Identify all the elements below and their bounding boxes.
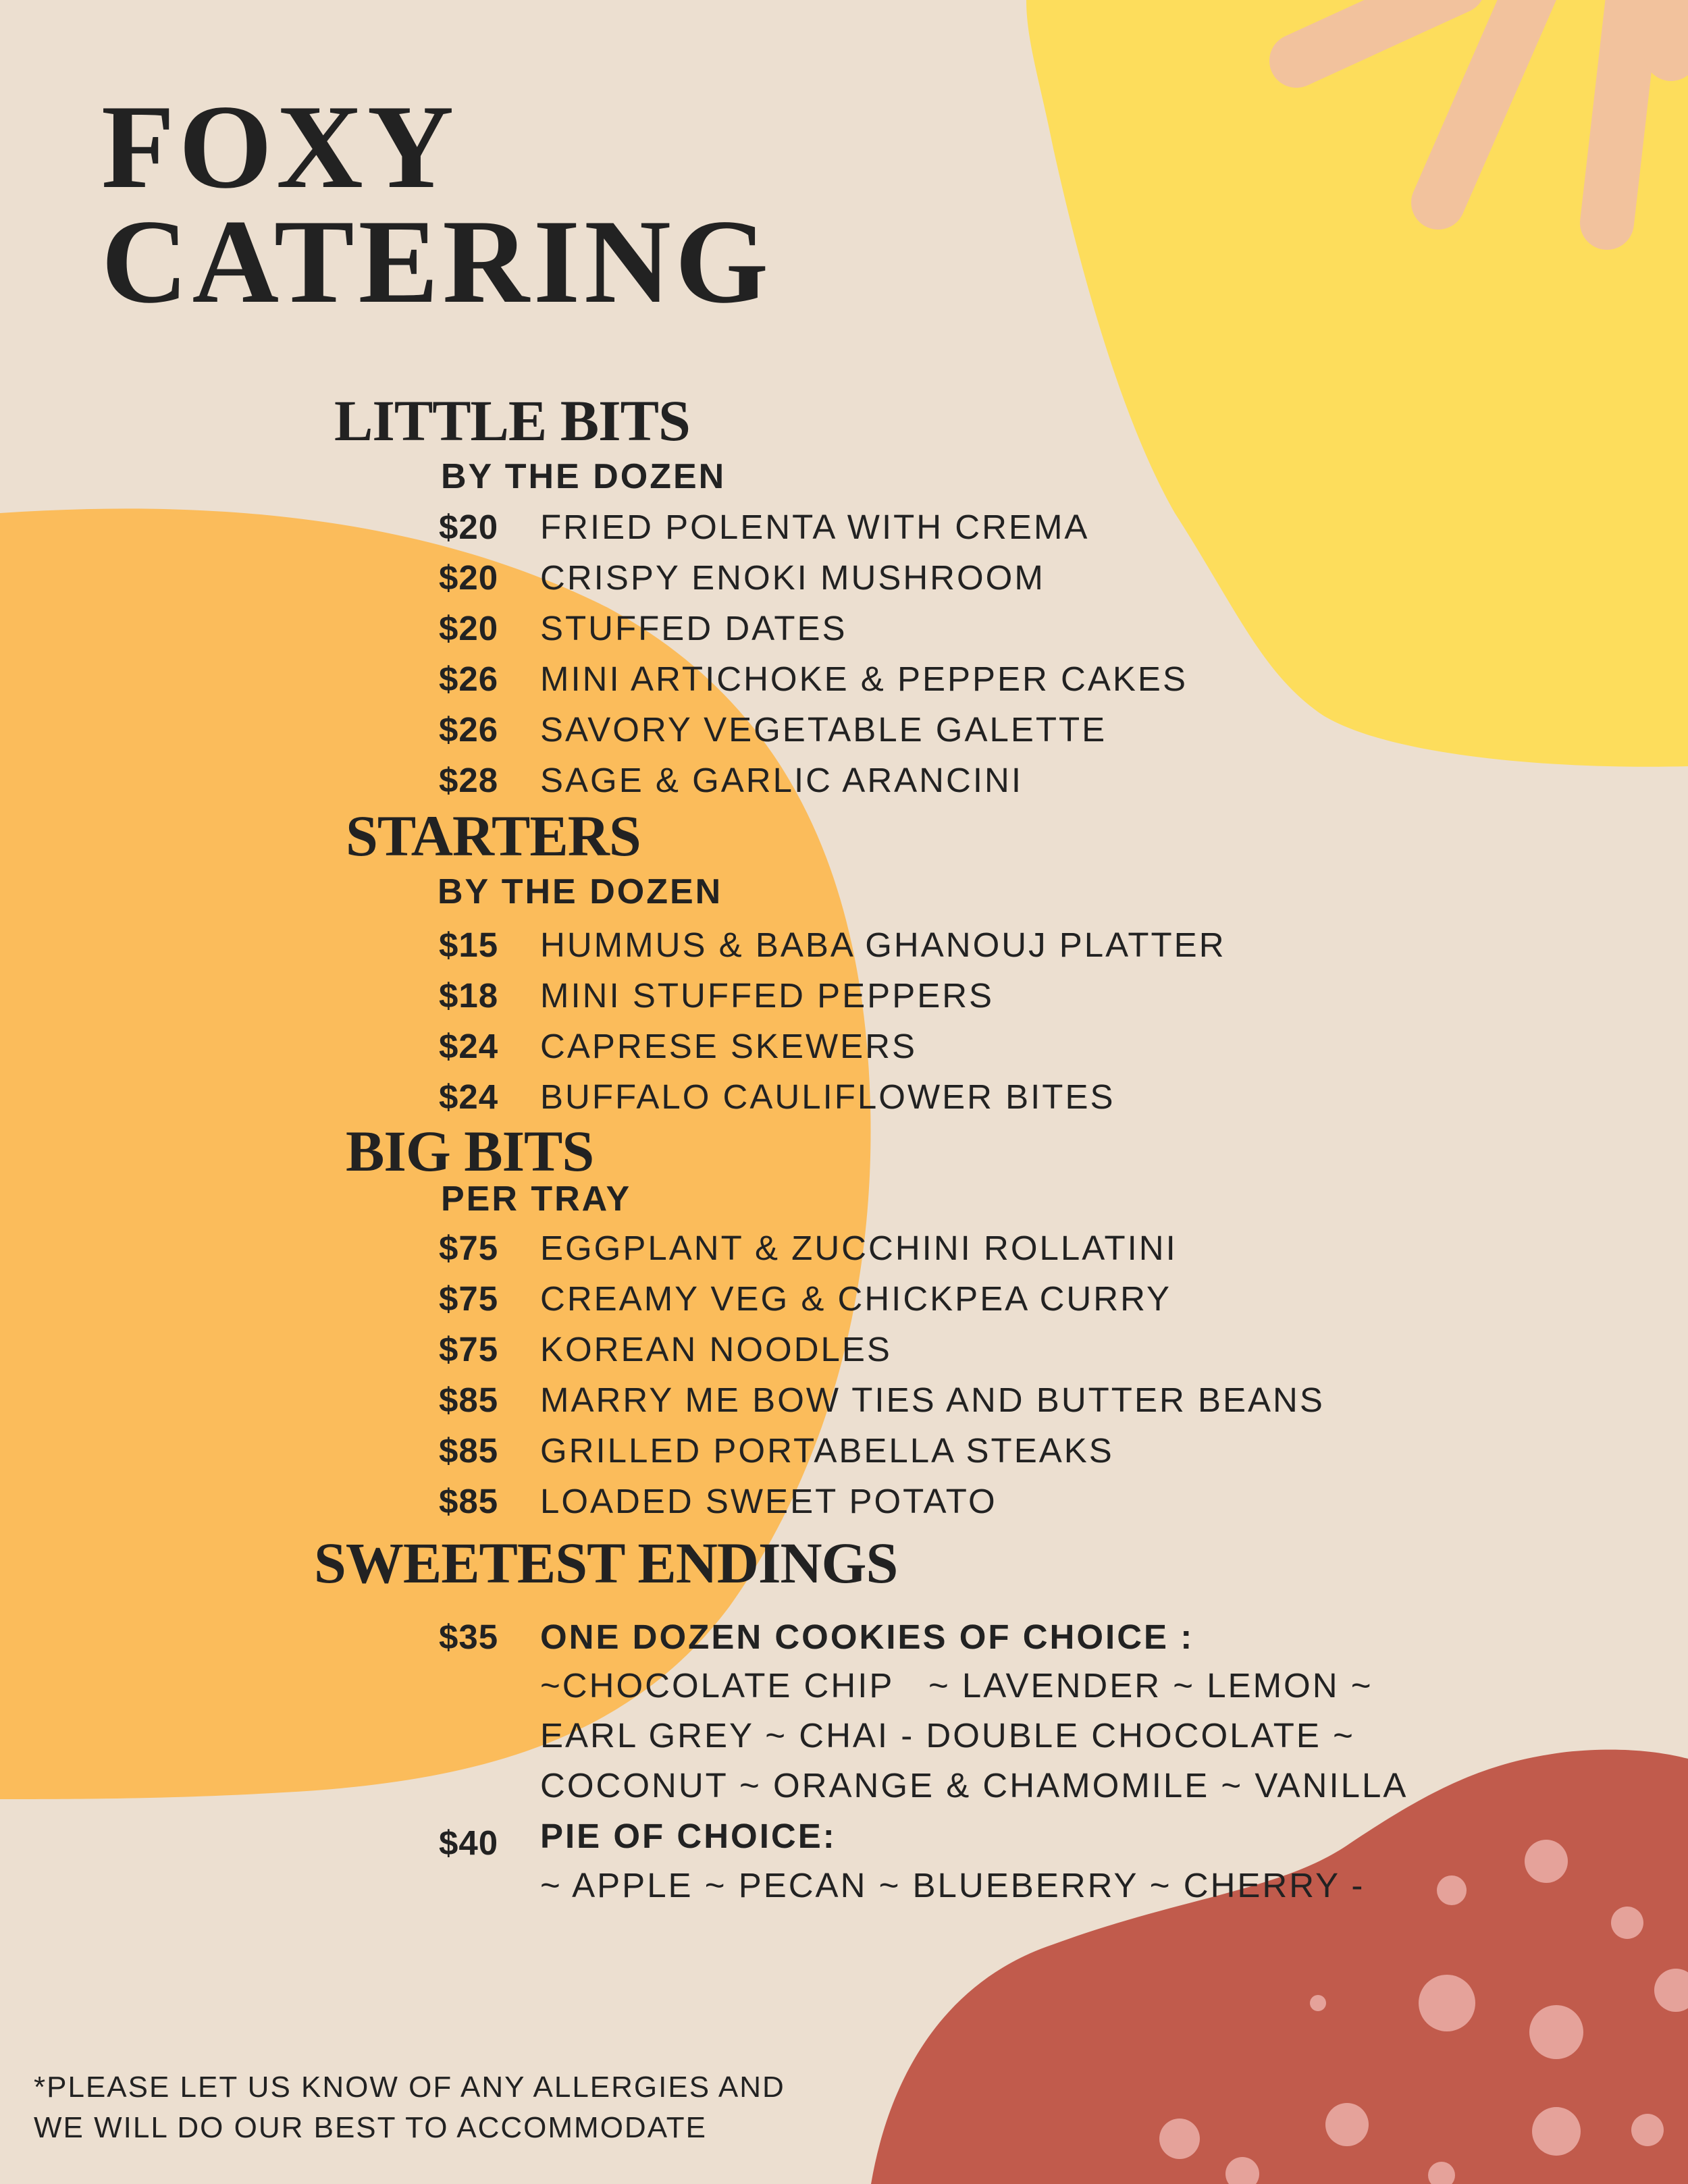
menu-item <box>439 704 1107 754</box>
menu-item <box>439 603 847 653</box>
item-name: BUFFALO CAULIFLOWER BITES <box>540 1077 1115 1116</box>
item-name: SAVORY VEGETABLE GALETTE <box>540 710 1107 749</box>
menu-item <box>439 1071 1115 1121</box>
item-price: $85 <box>439 1481 499 1520</box>
menu-item-pie <box>439 1811 837 1861</box>
item-name: KOREAN NOODLES <box>540 1329 892 1368</box>
cookie-options-line: EARL GREY ~ CHAI - DOUBLE CHOCOLATE ~ <box>540 1716 1355 1755</box>
menu-item <box>439 1476 997 1526</box>
item-name: LOADED SWEET POTATO <box>540 1481 997 1520</box>
item-name: FRIED POLENTA WITH CREMA <box>540 507 1090 546</box>
section-title-little-bits: LITTLE BITS <box>334 388 690 453</box>
item-price: $24 <box>439 1077 499 1116</box>
item-name: MINI STUFFED PEPPERS <box>540 976 995 1015</box>
item-price: $85 <box>439 1380 499 1419</box>
menu-item <box>439 1324 892 1374</box>
item-price: $75 <box>439 1329 499 1368</box>
item-name: HUMMUS & BABA GHANOUJ PLATTER <box>540 925 1226 964</box>
item-price: $26 <box>439 659 499 698</box>
item-price: $20 <box>439 608 499 647</box>
item-price: $20 <box>439 507 499 546</box>
item-price: $28 <box>439 760 499 799</box>
pie-options-line: ~ APPLE ~ PECAN ~ BLUEBERRY ~ CHERRY - <box>540 1866 1365 1905</box>
allergy-note-line-1: *PLEASE LET US KNOW OF ANY ALLERGIES AND <box>34 2071 785 2104</box>
item-price: $75 <box>439 1279 499 1318</box>
item-price: $26 <box>439 710 499 749</box>
section-title-big-bits: BIG BITS <box>346 1119 594 1183</box>
item-price: $35 <box>439 1617 499 1656</box>
item-name: ONE DOZEN COOKIES OF CHOICE : <box>540 1617 1194 1656</box>
item-name: PIE OF CHOICE: <box>540 1816 837 1855</box>
item-name: CREAMY VEG & CHICKPEA CURRY <box>540 1279 1172 1318</box>
item-price: $40 <box>439 1823 499 1862</box>
item-name: EGGPLANT & ZUCCHINI ROLLATINI <box>540 1228 1178 1267</box>
item-price: $85 <box>439 1431 499 1470</box>
item-name: MARRY ME BOW TIES AND BUTTER BEANS <box>540 1380 1325 1419</box>
menu-item <box>439 1223 1178 1273</box>
menu-item <box>439 920 1226 969</box>
title-line-1: FOXY <box>101 80 458 213</box>
item-name: CAPRESE SKEWERS <box>540 1026 917 1065</box>
section-subtitle-starters: BY THE DOZEN <box>438 872 723 911</box>
section-title-starters: STARTERS <box>346 803 641 868</box>
item-name: GRILLED PORTABELLA STEAKS <box>540 1431 1114 1470</box>
item-name: MINI ARTICHOKE & PEPPER CAKES <box>540 659 1188 698</box>
title-line-2: CATERING <box>101 194 773 328</box>
item-name: SAGE & GARLIC ARANCINI <box>540 760 1024 799</box>
item-price: $18 <box>439 976 499 1015</box>
item-name: STUFFED DATES <box>540 608 847 647</box>
menu-item-cookies <box>439 1612 1194 1661</box>
item-price: $75 <box>439 1228 499 1267</box>
menu-item <box>439 552 1045 602</box>
menu-item <box>439 502 1089 552</box>
menu-item <box>439 654 1188 703</box>
item-name: CRISPY ENOKI MUSHROOM <box>540 558 1045 597</box>
menu-item <box>439 1375 1325 1424</box>
item-price: $15 <box>439 925 499 964</box>
cookie-options-line: COCONUT ~ ORANGE & CHAMOMILE ~ VANILLA <box>540 1766 1408 1805</box>
item-price: $20 <box>439 558 499 597</box>
cookie-options-line: ~CHOCOLATE CHIP ~ LAVENDER ~ LEMON ~ <box>540 1666 1373 1705</box>
menu-item <box>439 1021 917 1071</box>
menu-item <box>439 755 1023 805</box>
section-subtitle-little-bits: BY THE DOZEN <box>441 457 727 496</box>
menu-item <box>439 1273 1171 1323</box>
yellow-blob <box>1026 0 1688 767</box>
item-price: $24 <box>439 1026 499 1065</box>
allergy-note-line-2: WE WILL DO OUR BEST TO ACCOMMODATE <box>34 2111 708 2144</box>
section-title-sweetest-endings: SWEETEST ENDINGS <box>314 1530 898 1595</box>
menu-item <box>439 1425 1114 1475</box>
menu-item <box>439 970 994 1020</box>
section-subtitle-big-bits: PER TRAY <box>441 1179 632 1219</box>
